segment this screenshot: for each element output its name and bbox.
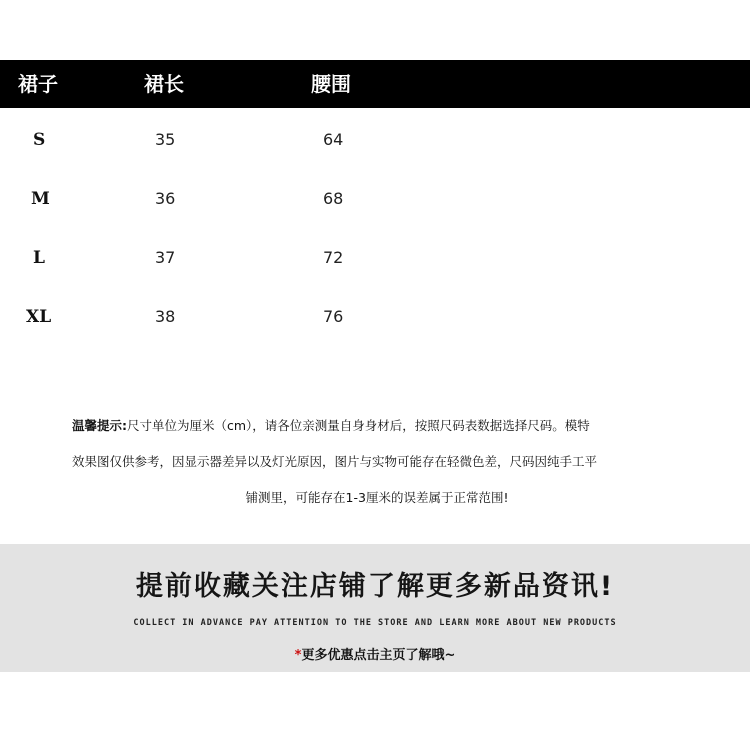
promo-subtitle: COLLECT IN ADVANCE PAY ATTENTION TO THE STORE AND LEARN MORE ABOUT NEW PRODUCTS — [133, 618, 617, 628]
promo-banner — [0, 544, 750, 672]
length-value: 38 — [155, 307, 176, 326]
table-row — [0, 184, 750, 214]
table-row — [0, 302, 750, 332]
tips-line-2: 效果图仅供参考，因显示器差异以及灯光原因，图片与实物可能存在轻微色差，尺码因纯手工平 — [72, 454, 598, 469]
length-value: 35 — [155, 130, 176, 149]
length-value: 37 — [155, 248, 176, 267]
header-waist: 腰围 — [311, 72, 351, 96]
tips-label: 温馨提示: — [72, 418, 127, 433]
waist-value: 72 — [323, 248, 344, 267]
waist-value: 76 — [323, 307, 344, 326]
tips-line-1 — [72, 408, 682, 444]
length-value: 36 — [155, 189, 176, 208]
tips-text-1: 尺寸单位为厘米（cm），请各位亲测量自身身材后，按照尺码表数据选择尺码。模特 — [127, 418, 590, 433]
promo-note — [0, 644, 750, 663]
size-table-header — [0, 60, 750, 108]
header-size: 裙子 — [18, 72, 58, 96]
size-label: XL — [26, 307, 52, 327]
tips-line-3: 铺测里，可能存在1-3厘米的误差属于正常范围! — [245, 490, 509, 505]
table-row — [0, 125, 750, 155]
waist-value: 68 — [323, 189, 344, 208]
promo-title: 提前收藏关注店铺了解更多新品资讯! — [135, 571, 615, 602]
size-label: S — [33, 130, 46, 150]
promo-note-text: 更多优惠点击主页了解哦~ — [301, 648, 456, 663]
size-label: M — [31, 189, 50, 209]
star-mark: * — [294, 648, 302, 663]
header-length: 裙长 — [144, 72, 184, 96]
waist-value: 64 — [323, 130, 344, 149]
table-row — [0, 243, 750, 273]
size-label: L — [33, 248, 45, 268]
size-tips — [72, 408, 682, 516]
